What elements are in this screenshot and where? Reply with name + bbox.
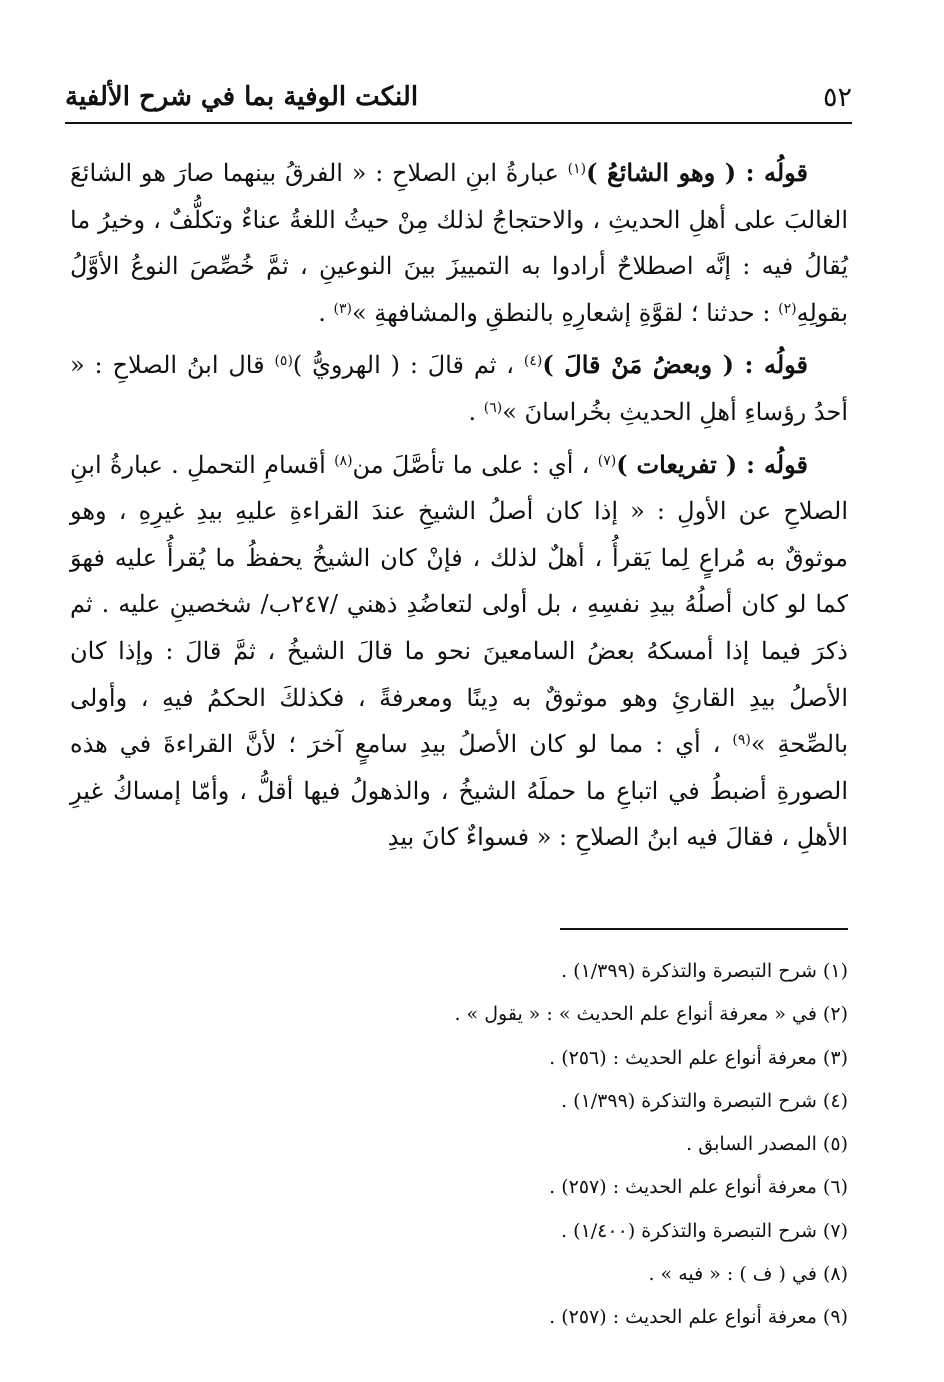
paragraph: [70, 342, 848, 435]
paragraph-text: .: [318, 298, 334, 327]
footnote-marker: (٦): [483, 399, 503, 416]
paragraph-text: عبارةُ ابنِ الصلاحِ : « الفرقُ بينهما صارَ هو الشائعَ الغالبَ على أهلِ الحديثِ ، والاحتجاجُ لذلك مِنْ حيثُ اللغةُ عناءٌ وتكلُّفٌ ، وخيرُ ما يُقالُ فيه : إنَّه اصطلاحٌ أرادوا به التمييزَ بينَ النوعينِ ، ثمَّ خُصِّصَ النوعُ الأوَّلُ بقولِهِ: [70, 159, 849, 327]
footnote-marker: (٧): [597, 452, 617, 469]
page-header: [65, 78, 852, 122]
footnote-separator: [560, 928, 848, 930]
footnotes-list: [70, 950, 848, 1340]
paragraph-text: ، أي : على ما تأصَّلَ من: [352, 450, 598, 479]
paragraph: [70, 150, 848, 336]
main-text: [70, 150, 848, 861]
footnote: (٥) المصدر السابق .: [686, 1133, 848, 1156]
paragraph: [70, 442, 848, 861]
paragraph-text: أقسامِ التحملِ . عبارةُ ابنِ الصلاحِ عن الأولِ : « إذا كان أصلُ الشيخِ عندَ القراءةِ عليهِ بيدِ غيرِهِ ، وهو موثوقٌ به مُراعٍ لِما يَقرأُ ، أهلٌ لذلك ، فإنْ كان الشيخُ يحفظُ ما يُقرأُ عليه فهوَ كما لو كان أصلُهُ بيدِ نفسِهِ ، بل أولى لتعاضُدِ ذهني /٢٤٧ب/ شخصينِ عليه . ثم ذكرَ فيما إذا أمسكهُ بعضُ السامعينَ نحو ما قالَ الشيخُ ، ثمَّ قالَ : وإذا كان الأصلُ بيدِ القارئِ وهو موثوقٌ به دِينًا ومعرفةً ، فكذلكَ الحكمُ فيهِ ، وأولى بالصِّحةِ »: [70, 450, 849, 759]
running-title: النكت الوفية بما في شرح الألفية: [65, 82, 419, 112]
quoted-term: ( وهو الشائعُ ): [586, 158, 737, 187]
quoted-term: ( وبعضُ مَنْ قالَ ): [542, 350, 734, 380]
paragraph-lead: قولُه :: [736, 158, 808, 187]
footnote-marker: (٤): [523, 353, 543, 370]
paragraph-text: .: [468, 397, 484, 426]
footnote-marker: (٩): [732, 732, 751, 749]
paragraph-lead: قولُه :: [733, 350, 809, 380]
footnote: (٧) شرح التبصرة والتذكرة (١/٤٠٠) .: [561, 1219, 848, 1242]
footnote: (٩) معرفة أنواع علم الحديث : (٢٥٧) .: [549, 1306, 848, 1329]
paragraph-lead: قولُه :: [737, 449, 808, 479]
footnote: (٦) معرفة أنواع علم الحديث : (٢٥٧) .: [549, 1176, 848, 1199]
quoted-term: ( تفريعات ): [616, 449, 738, 479]
footnote: (٣) معرفة أنواع علم الحديث : (٢٥٦) .: [549, 1046, 848, 1069]
footnote-marker: (٨): [334, 452, 353, 469]
footnote-marker: (٣): [333, 300, 352, 317]
paragraph-text: ، أي : مما لو كان الأصلُ بيدِ سامعٍ آخرَ ؛ لأنَّ القراءةَ في هذه الصورةِ أضبطُ في اتباعِ ما حملَهُ الشيخُ ، والذهولُ فيها أقلُّ ، وأمّا إمساكُ غيرِ الأهلِ ، فقالَ فيه ابنُ الصلاحِ : « فسواءٌ كانَ بيدِ: [70, 730, 848, 852]
footnote-marker: (٢): [778, 300, 797, 317]
footnote-marker: (٥): [274, 353, 293, 370]
paragraph-text: ، ثم قالَ : ( الهرويُّ ): [292, 351, 524, 380]
footnote: (١) شرح التبصرة والتذكرة (١/٣٩٩) .: [561, 960, 848, 982]
footnote: (٢) في « معرفة أنواع علم الحديث » : « يقول » .: [454, 1003, 848, 1026]
page-number: ٥٢: [822, 82, 852, 113]
paragraph-text: قال ابنُ الصلاحِ : « أحدُ رؤساءِ أهلِ الحديثِ بخُراسانَ »: [70, 351, 848, 426]
header-rule: [65, 122, 852, 124]
footnote: (٨) في ( ف ) : « فيه » .: [648, 1263, 848, 1286]
footnote-marker: (١): [567, 161, 587, 177]
paragraph-text: : حدثنا ؛ لقوَّةِ إشعارِهِ بالنطقِ والمشافهةِ »: [351, 298, 779, 327]
footnote: (٤) شرح التبصرة والتذكرة (١/٣٩٩) .: [561, 1089, 848, 1112]
